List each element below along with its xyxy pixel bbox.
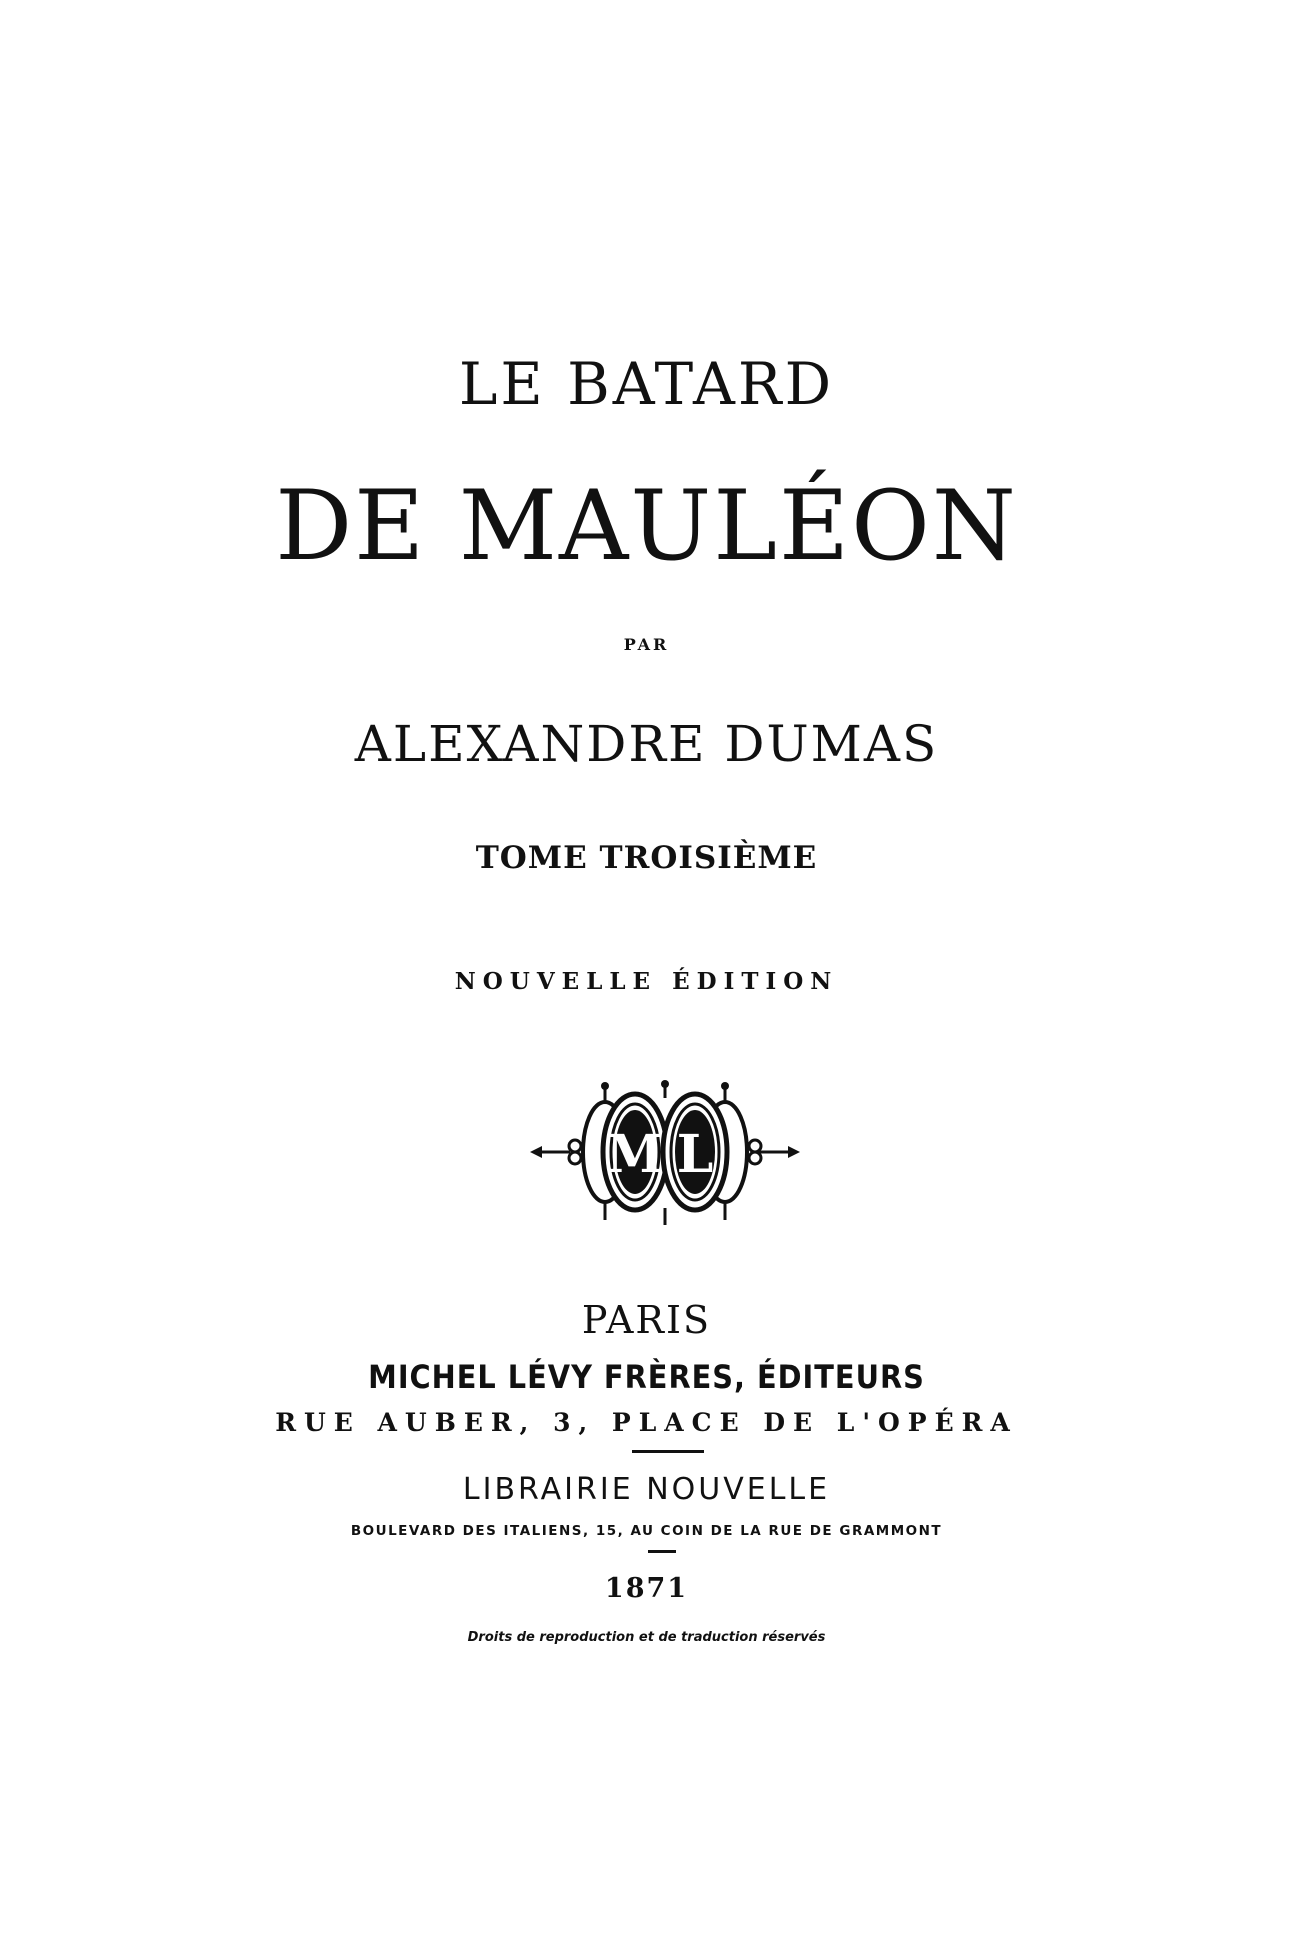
publisher-address: RUE AUBER, 3, PLACE DE L'OPÉRA xyxy=(275,1408,1018,1437)
emblem-letter-l: L xyxy=(676,1124,714,1185)
librairie-address: BOULEVARD DES ITALIENS, 15, AU COIN DE LA RUE DE GRAMMONT xyxy=(350,1523,943,1539)
publisher-emblem-icon xyxy=(530,1080,800,1225)
librairie-name: LIBRAIRIE NOUVELLE xyxy=(462,1472,831,1507)
title-line-2: DE MAULÉON xyxy=(275,470,1018,582)
author-name: ALEXANDRE DUMAS xyxy=(354,715,939,773)
edition-label: NOUVELLE ÉDITION xyxy=(454,968,839,995)
title-line-1: LE BATARD xyxy=(458,350,835,418)
city: PARIS xyxy=(581,1298,712,1342)
volume-label: TOME TROISIÈME xyxy=(475,840,818,876)
par-label: PAR xyxy=(623,635,670,654)
divider-rule xyxy=(632,1450,704,1453)
publication-year: 1871 xyxy=(604,1573,689,1604)
publisher-name: MICHEL LÉVY FRÈRES, ÉDITEURS xyxy=(368,1358,925,1396)
rights-notice: Droits de reproduction et de traduction réservés xyxy=(467,1630,826,1645)
divider-rule-short xyxy=(648,1550,676,1553)
emblem-letter-m: M xyxy=(606,1124,664,1185)
